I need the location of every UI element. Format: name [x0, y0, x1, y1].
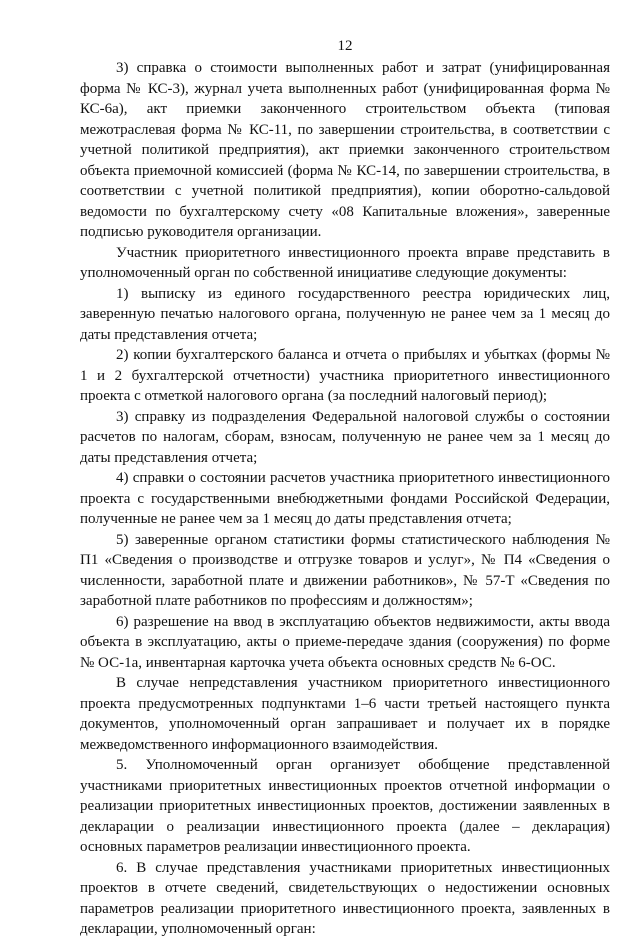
paragraph-item-4: 4) справки о состоянии расчетов участника приоритетного инвестиционного проекта с государственными внебюджетными фондами Российской Федерации, полученные не ранее чем за 1 месяц до даты представления отчета; [80, 470, 610, 527]
paragraph-item-2: 2) копии бухгалтерского баланса и отчета о прибылях и убытках (формы № 1 и 2 бухгалтерской отчетности) участника приоритетного инвестиционного проекта с отметкой налогового органа (за последний налоговый период); [80, 347, 610, 404]
paragraph-3-certificate: 3) справка о стоимости выполненных работ и затрат (унифицированная форма № КС-3), журнал учета выполненных работ (унифицированная форма № КС-6а), акт приемки законченного строительством объекта (типовая межотраслевая форма № КС-11, по завершении строительства, в соответствии с учетной политикой предприятия), акт приемки законченного строительством объекта приемочной комиссией (форма № КС-14, по завершении строительства, в соответствии с учетной политикой предприятия), копии оборотно-сальдовой ведомости по бухгалтерскому счету «08 Капитальные вложения», заверенные подписью руководителя организации. [80, 60, 610, 240]
paragraph-point-5: 5. Уполномоченный орган организует обобщение представленной участниками приоритетных инвестиционных проектов отчетной информации о реализации приоритетных инвестиционных проектов, достижении заявленных в декларации о реализации инвестиционного проекта (далее – декларация) основных параметров реализации инвестиционного проекта. [80, 757, 610, 855]
paragraph-item-3: 3) справку из подразделения Федеральной налоговой службы о состоянии расчетов по налогам, сборам, взносам, полученную не ранее чем за 1 месяц до даты представления отчета; [80, 408, 610, 466]
page-number: 12 [337, 38, 353, 54]
paragraph-item-5: 5) заверенные органом статистики формы статистического наблюдения № П1 «Сведения о производстве и отгрузке товаров и услуг», № П4 «Сведения о численности, заработной плате и движении работников», № 57-Т «Сведения по заработной плате работников по профессиям и должностям»; [80, 531, 610, 609]
paragraph-point-6: 6. В случае представления участниками приоритетных инвестиционных проектов в отчете сведений, свидетельствующих о недостижении основных параметров реализации приоритетного инвестиционного проекта, заявленных в декларации, уполномоченный орган: [80, 859, 610, 937]
paragraph-optional-documents: Участник приоритетного инвестиционного проекта вправе представить в уполномоченный орган по собственной инициативе следующие документы: [80, 244, 610, 281]
paragraph-non-submission: В случае непредставления участником приоритетного инвестиционного проекта предусмотренных подпунктами 1–6 части третьей настоящего пункта документов, уполномоченный орган запрашивает и получает их в порядке межведомственного информационного взаимодействия. [80, 675, 610, 753]
document-page [80, 36, 610, 940]
paragraph-item-1: 1) выписку из единого государственного реестра юридических лиц, заверенную печатью налогового органа, полученную не ранее чем за 1 месяц до даты представления отчета; [80, 285, 610, 343]
paragraph-item-6: 6) разрешение на ввод в эксплуатацию объектов недвижимости, акты ввода объекта в эксплуатацию, акты о приеме-передаче здания (сооружения) по форме № ОС-1а, инвентарная карточка учета объекта основных средств № 6-ОС. [80, 613, 610, 671]
